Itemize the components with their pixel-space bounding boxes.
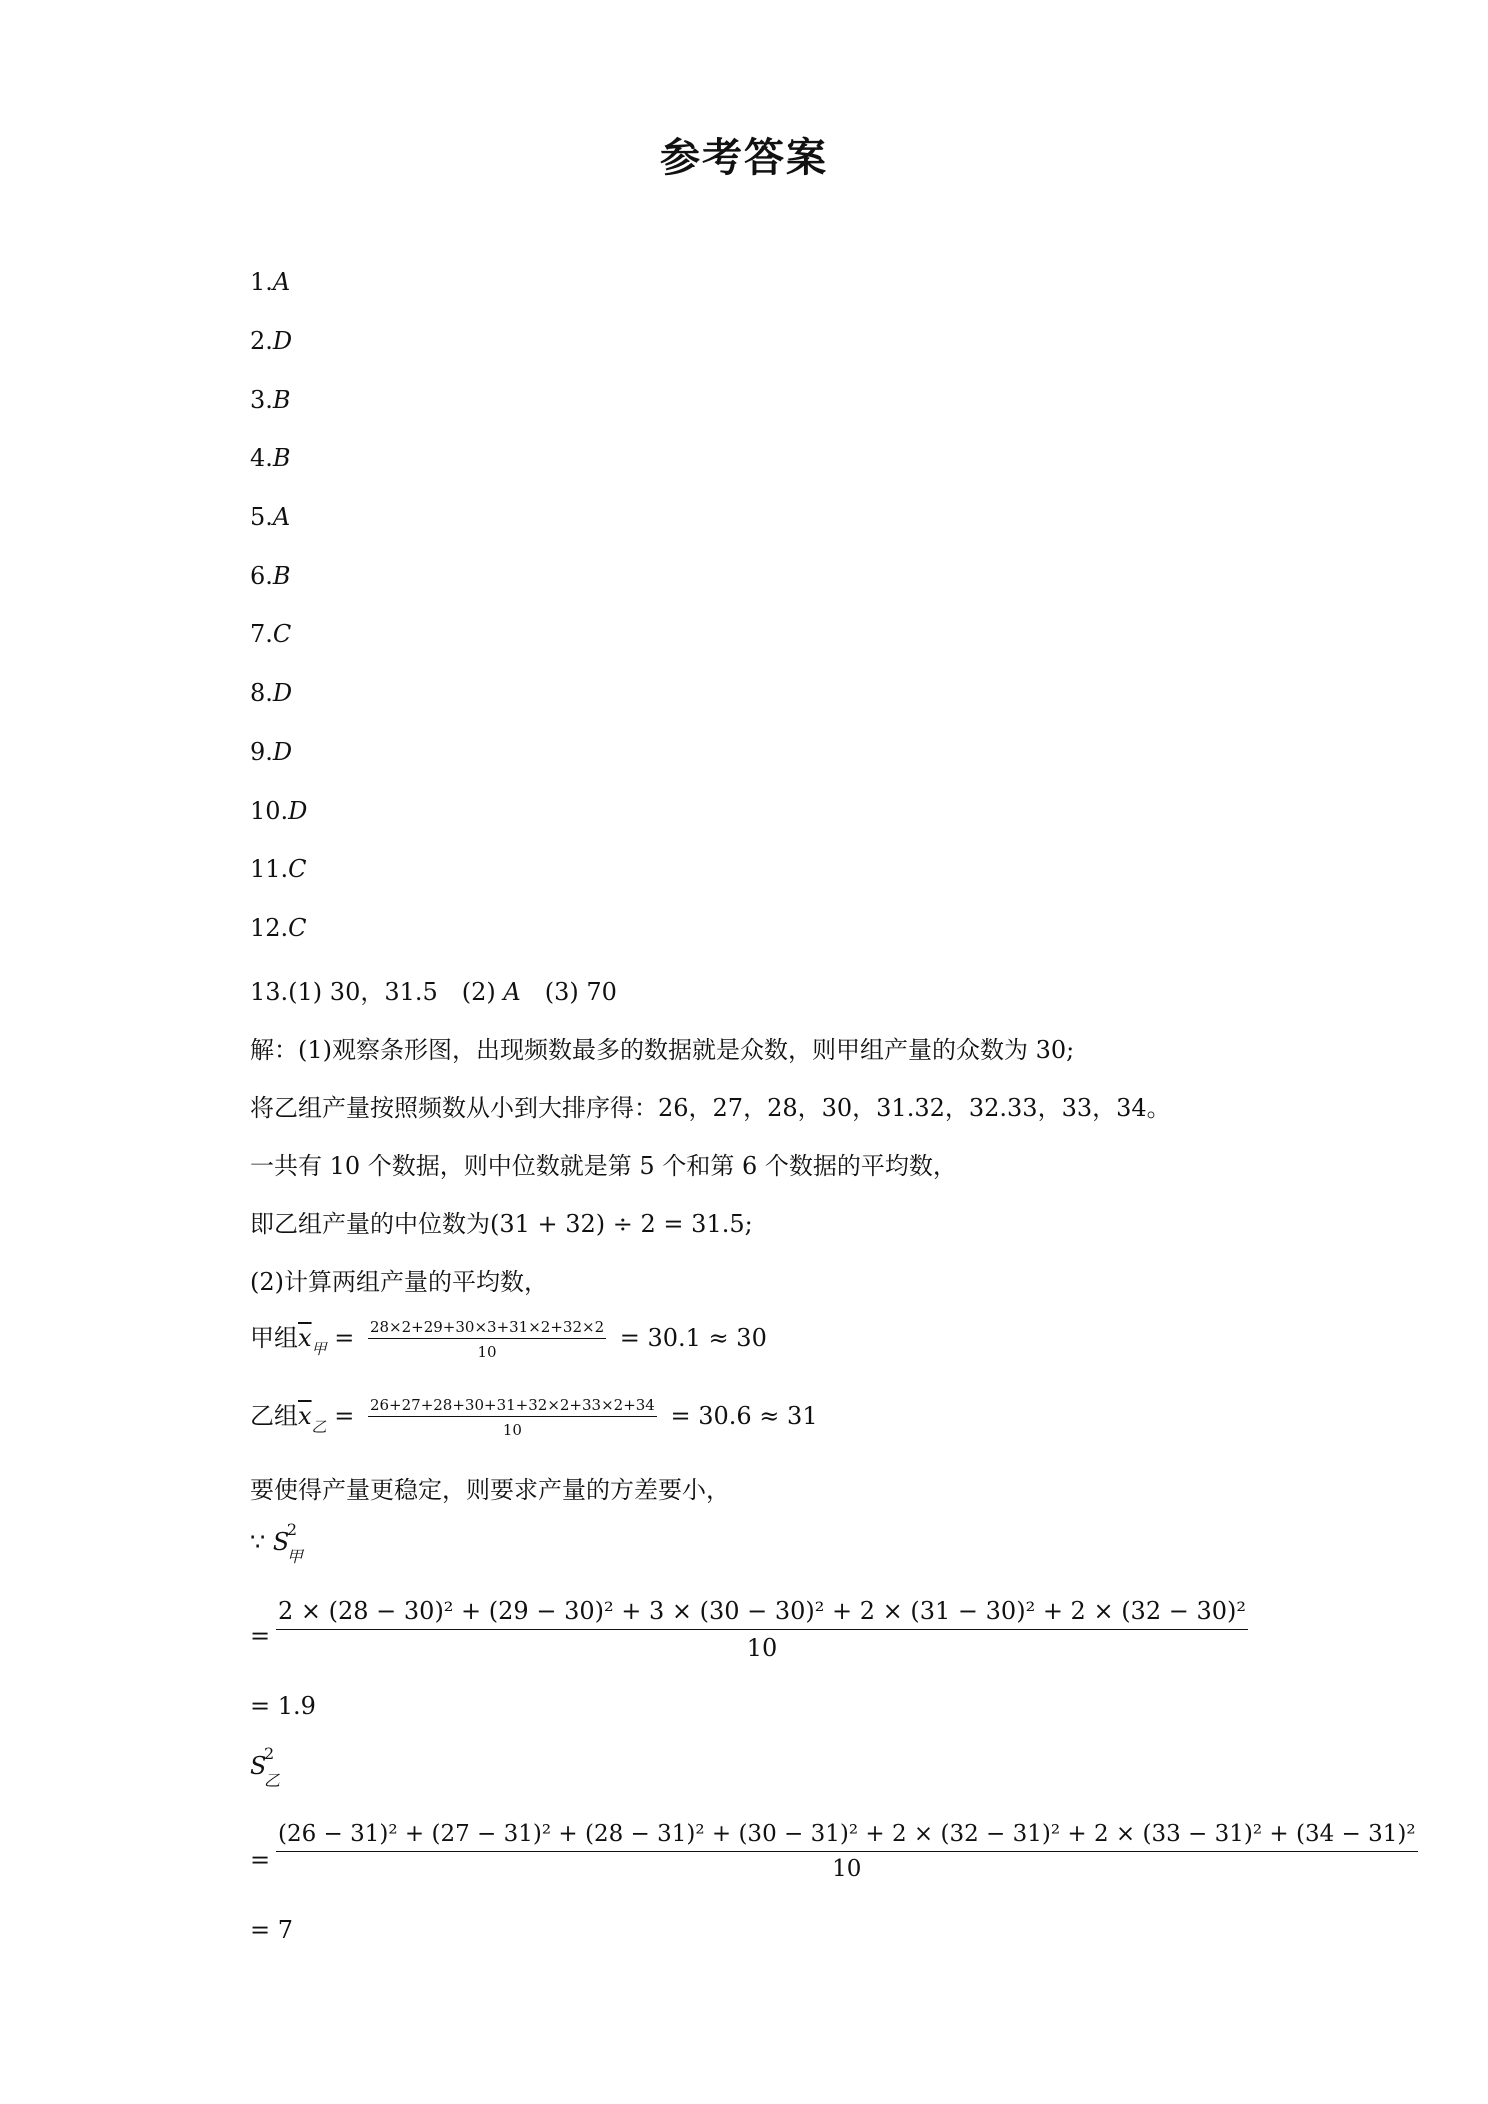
answer-letter: A xyxy=(272,268,291,296)
solution-line-6: 要使得产量更稳定，则要求产量的方差要小， xyxy=(250,1476,730,1504)
answer-letter: D xyxy=(288,797,308,825)
yi-numerator: 26+27+28+30+31+32×2+33×2+34 xyxy=(368,1396,657,1417)
s-letter: S xyxy=(250,1752,267,1780)
answer-number: 2. xyxy=(250,327,273,355)
variance-jia-fraction xyxy=(276,1597,1248,1662)
mean-yi-formula xyxy=(250,1396,818,1439)
answer-letter: B xyxy=(272,386,291,414)
variance-jia-denominator: 10 xyxy=(746,1634,778,1662)
answer-letter: A xyxy=(272,503,291,531)
solution-line-3: 一共有 10 个数据，则中位数就是第 5 个和第 6 个数据的平均数， xyxy=(250,1152,957,1180)
jia-denominator: 10 xyxy=(477,1343,497,1361)
answer-number: 5. xyxy=(250,503,273,531)
yi-xbar: $\overline{x}$ xyxy=(298,1402,312,1430)
answer-7 xyxy=(250,620,291,648)
variance-yi-denominator: 10 xyxy=(832,1856,862,1882)
answer-letter: D xyxy=(272,738,293,766)
s-letter: S xyxy=(272,1528,290,1556)
answer-5 xyxy=(250,503,290,531)
answer-number: 7. xyxy=(250,620,273,648)
page-title: 参考答案 xyxy=(660,134,828,181)
s-superscript: 2 xyxy=(286,1520,298,1539)
answer-letter: B xyxy=(272,444,291,472)
answer-number: 4. xyxy=(250,444,273,472)
yi-fraction xyxy=(368,1396,657,1439)
s-subscript: 甲 xyxy=(286,1547,303,1566)
yi-label: 乙组 xyxy=(250,1402,298,1430)
answer-11 xyxy=(250,855,307,883)
variance-jia-equals: = xyxy=(250,1622,271,1650)
answer-10 xyxy=(250,797,307,825)
variance-yi-fraction xyxy=(276,1821,1418,1882)
variance-yi-symbol xyxy=(250,1744,280,1788)
answer-letter: C xyxy=(288,855,307,883)
jia-sub: 甲 xyxy=(311,1340,327,1358)
variance-jia-label xyxy=(250,1520,303,1564)
solution-line-5: (2)计算两组产量的平均数， xyxy=(250,1268,548,1296)
variance-jia-symbol xyxy=(273,1520,303,1564)
answer-13 xyxy=(250,972,617,1007)
variance-yi-result: = 7 xyxy=(250,1916,294,1944)
answer-8 xyxy=(250,679,292,707)
yi-result: = 30.6 ≈ 31 xyxy=(670,1402,818,1430)
variance-yi-equals: = xyxy=(250,1846,271,1874)
q13-tail: (3) 70 xyxy=(520,978,617,1006)
q13-letter: A xyxy=(503,978,521,1006)
answer-6 xyxy=(250,562,291,590)
solution-line-1: 解：(1)观察条形图，出现频数最多的数据就是众数，则甲组产量的众数为 30; xyxy=(250,1036,1075,1064)
answer-number: 3. xyxy=(250,386,273,414)
yi-sub: 乙 xyxy=(311,1418,327,1436)
answer-number: 8. xyxy=(250,679,273,707)
answer-letter: C xyxy=(272,620,292,648)
jia-label: 甲组 xyxy=(250,1324,298,1352)
mean-jia-formula xyxy=(250,1318,767,1361)
yi-denominator: 10 xyxy=(502,1421,522,1439)
answer-number: 11. xyxy=(250,855,289,883)
answer-9 xyxy=(250,738,292,766)
variance-jia-numerator: 2 × (28 − 30)² + (29 − 30)² + 3 × (30 − 30)² + 2 × (31 − 30)² + 2 × (32 − 30)² xyxy=(276,1597,1248,1630)
solution-line-4: 即乙组产量的中位数为(31 + 32) ÷ 2 = 31.5; xyxy=(250,1210,753,1238)
jia-xbar: $\overline{x}$ xyxy=(298,1324,312,1352)
jia-equals: = xyxy=(334,1324,355,1352)
answer-4 xyxy=(250,444,291,472)
answer-letter: C xyxy=(288,914,307,942)
yi-equals: = xyxy=(334,1402,355,1430)
answer-number: 9. xyxy=(250,738,273,766)
variance-yi-label xyxy=(250,1744,280,1788)
answer-number: 1. xyxy=(250,268,273,296)
jia-result: = 30.1 ≈ 30 xyxy=(619,1324,767,1352)
solution-line-2: 将乙组产量按照频数从小到大排序得：26，27，28，30，31.32，32.33，33，34。 xyxy=(250,1094,1171,1122)
variance-yi-numerator: (26 − 31)² + (27 − 31)² + (28 − 31)² + (30 − 31)² + 2 × (32 − 31)² + 2 × (33 − 31)² + (34 − 31)² xyxy=(276,1821,1418,1852)
answer-letter: D xyxy=(272,327,293,355)
s-superscript: 2 xyxy=(264,1744,275,1763)
answer-2 xyxy=(250,327,292,355)
answer-1 xyxy=(250,268,290,296)
answer-number: 6. xyxy=(250,562,273,590)
because-symbol: ∵ xyxy=(250,1528,266,1556)
answer-letter: B xyxy=(272,562,291,590)
s-subscript: 乙 xyxy=(264,1771,281,1790)
answer-number: 12. xyxy=(250,914,289,942)
q13-head: 13.(1) 30，31.5 (2) xyxy=(250,978,504,1006)
answer-12 xyxy=(250,914,307,942)
jia-fraction xyxy=(368,1318,606,1361)
variance-jia-result: = 1.9 xyxy=(250,1692,316,1720)
answer-letter: D xyxy=(272,679,293,707)
answer-3 xyxy=(250,386,291,414)
answer-number: 10. xyxy=(250,797,289,825)
jia-numerator: 28×2+29+30×3+31×2+32×2 xyxy=(368,1318,606,1339)
